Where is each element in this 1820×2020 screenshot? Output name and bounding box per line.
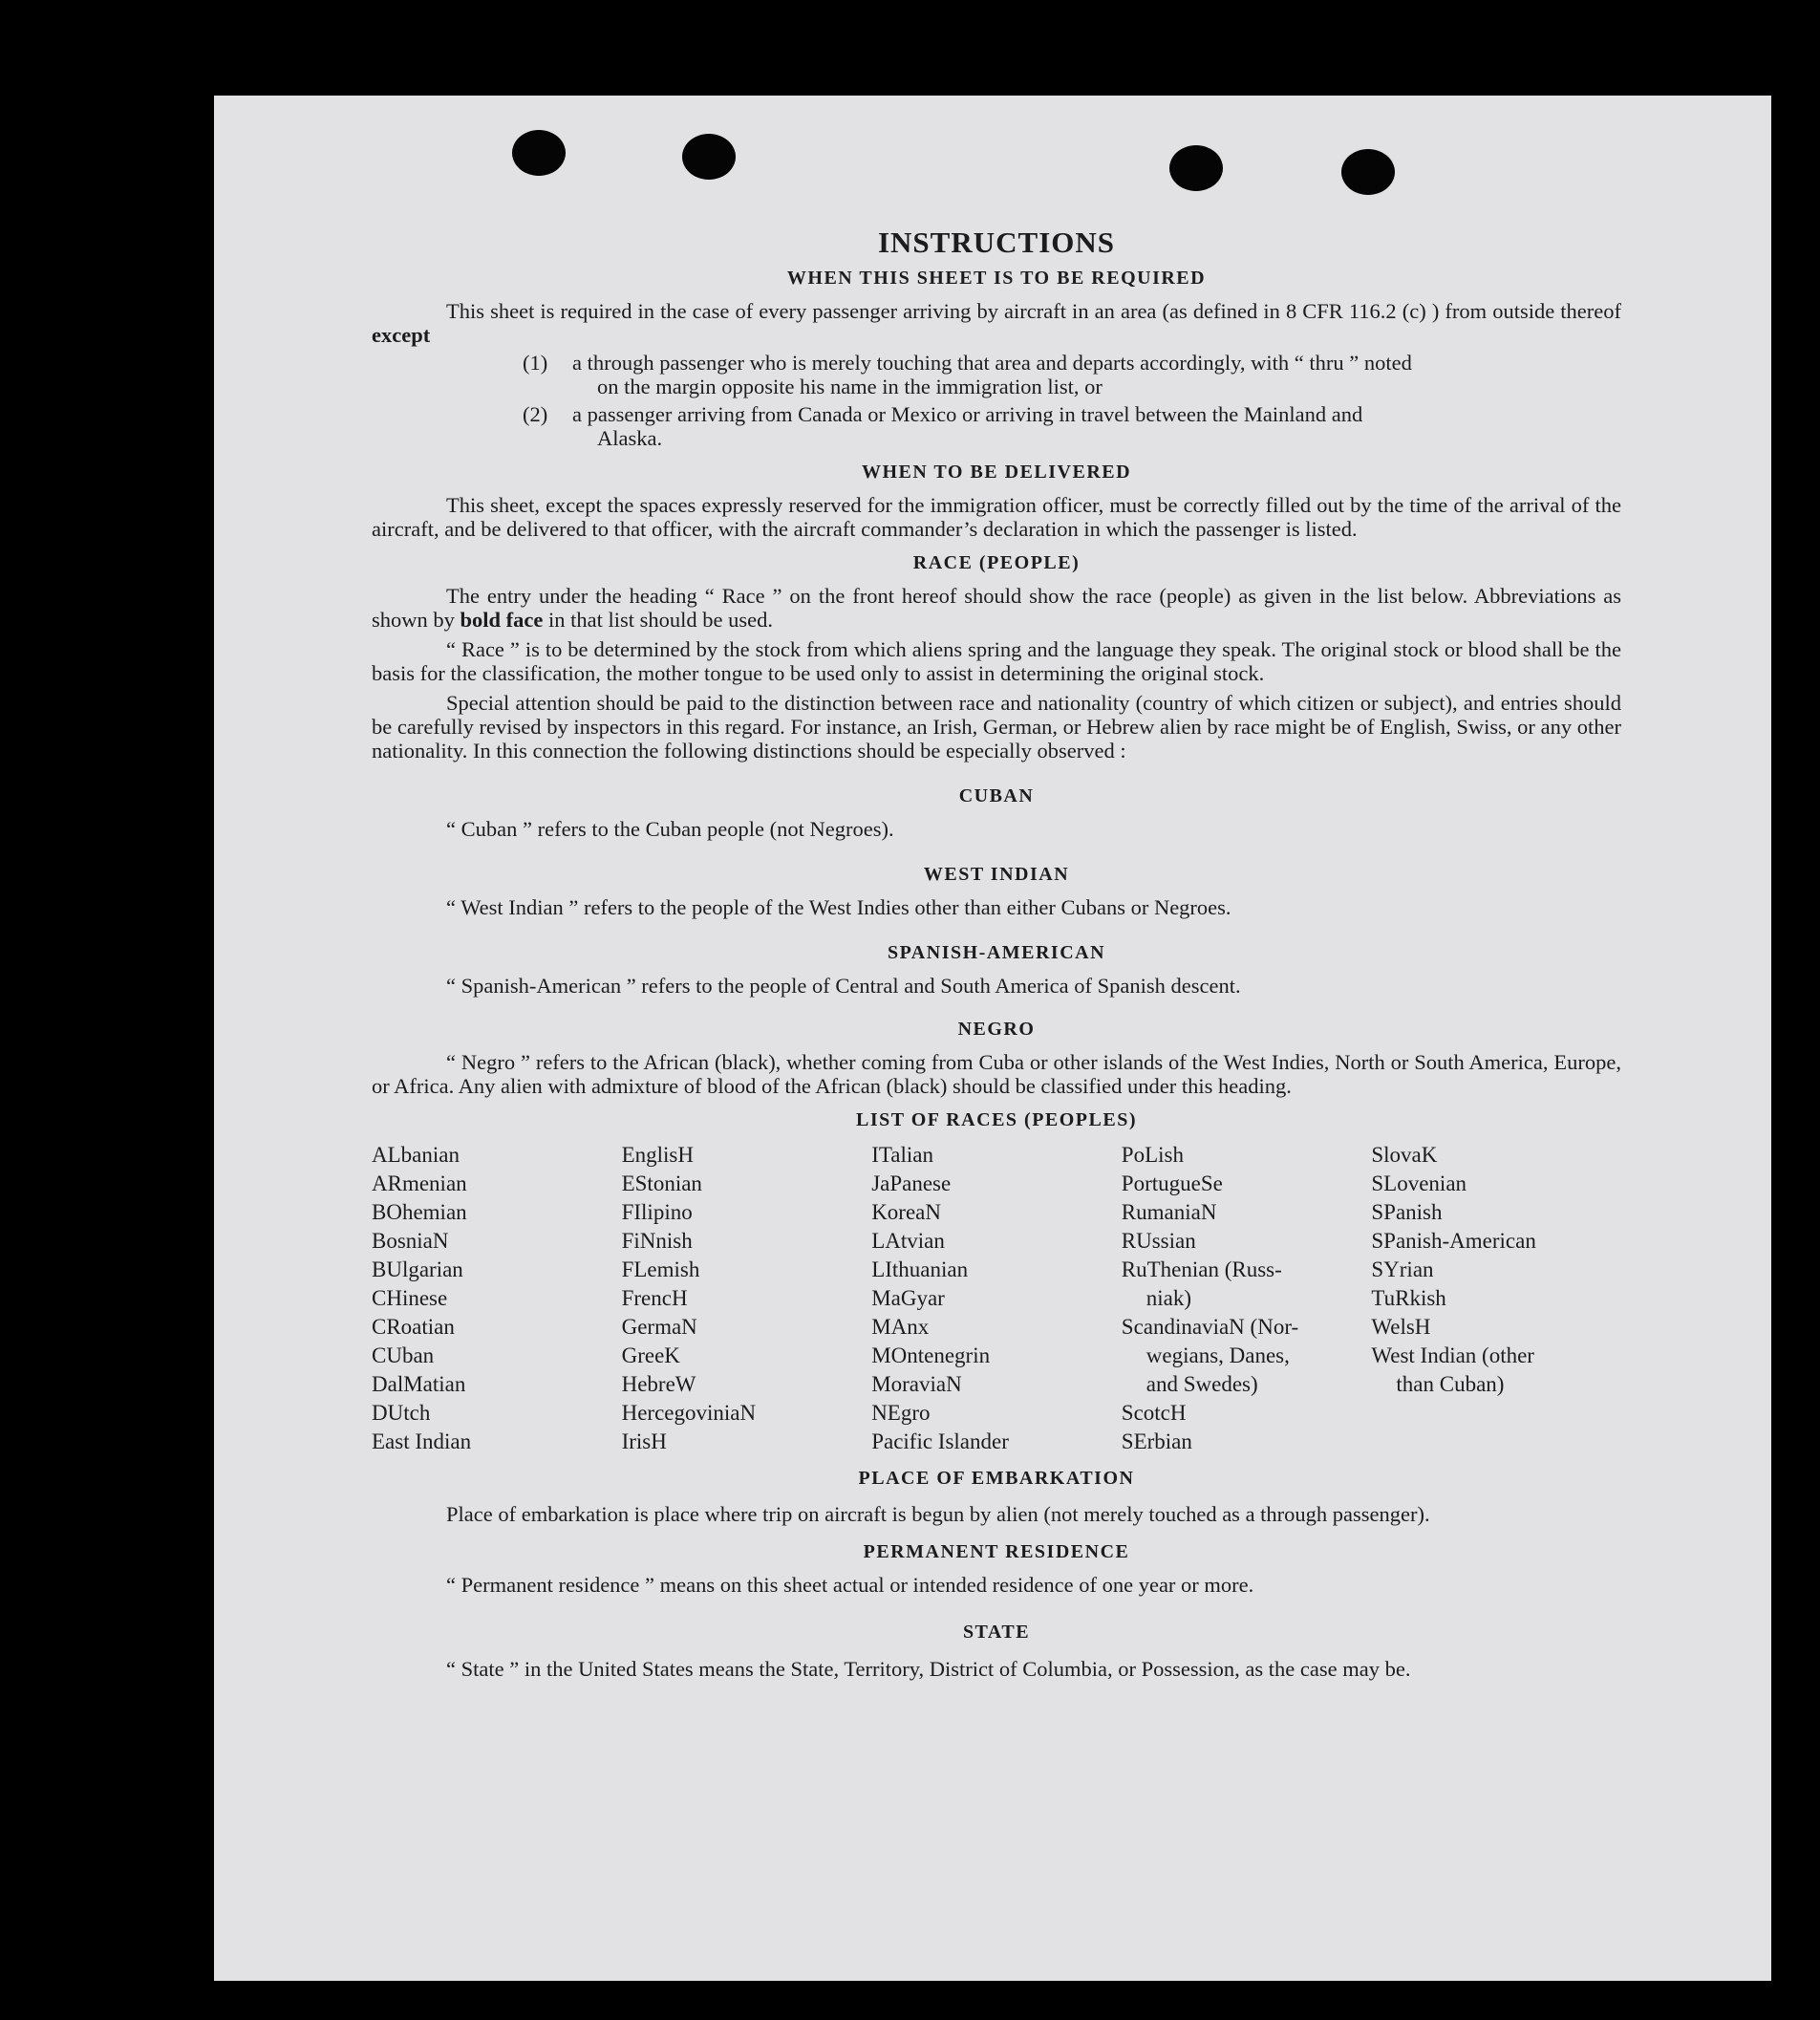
- heading-cuban: CUBAN: [958, 785, 1035, 806]
- heading-residence: PERMANENT RESIDENCE: [863, 1541, 1130, 1562]
- race-entry: than Cuban): [1396, 1372, 1505, 1396]
- race-entry: MAnx: [871, 1315, 930, 1339]
- race-entry: MOntenegrin: [871, 1343, 991, 1367]
- race-entry: FiNnish: [621, 1229, 693, 1253]
- race-entry: BUlgarian: [372, 1257, 463, 1281]
- race-column-5: [1371, 1141, 1621, 1456]
- race-entry: DUtch: [372, 1401, 431, 1425]
- required-intro: This sheet is required in the case of every passenger arriving by aircraft in an area (as defined in 8 CFR 116.2 (c) ) from outside thereof except: [372, 299, 1621, 347]
- race-entry: EStonian: [621, 1171, 702, 1195]
- race-entry: RumaniaN: [1121, 1200, 1217, 1224]
- race-column-4: [1122, 1141, 1372, 1456]
- punch-hole: [1341, 149, 1395, 195]
- race-entry: TuRkish: [1371, 1286, 1446, 1310]
- race-entry: LAtvian: [871, 1229, 945, 1253]
- race-entry: SPanish-American: [1371, 1229, 1536, 1253]
- race-entry: LIthuanian: [871, 1257, 969, 1281]
- race-entry: West Indian (other: [1371, 1343, 1534, 1367]
- race-list: [372, 1141, 1621, 1456]
- punch-hole: [682, 134, 736, 180]
- race-column-3: [871, 1141, 1122, 1456]
- race-entry: ITalian: [871, 1143, 933, 1167]
- race-entry: PoLish: [1121, 1143, 1184, 1167]
- race-entry: GreeK: [621, 1343, 680, 1367]
- race-entry: HercegoviniaN: [621, 1401, 757, 1425]
- race-entry: FrencH: [621, 1286, 688, 1310]
- west-indian-definition: “ West Indian ” refers to the people of the West Indies other than either Cubans or Negroes.: [446, 895, 1231, 919]
- race-entry: MaGyar: [871, 1286, 945, 1310]
- race-entry: WelsH: [1371, 1315, 1431, 1339]
- race-entry: wegians, Danes,: [1146, 1343, 1290, 1367]
- heading-list-of-races: LIST OF RACES (PEOPLES): [855, 1109, 1137, 1130]
- page-title: INSTRUCTIONS: [877, 226, 1115, 259]
- negro-definition: “ Negro ” refers to the African (black), whether coming from Cuba or other islands of the West Indies, North or South America, Europe, or Africa. Any alien with admixture of blood of the African (black) should be classified under this heading.: [372, 1050, 1621, 1098]
- race-entry: SLovenian: [1371, 1171, 1467, 1195]
- race-entry: IrisH: [621, 1429, 667, 1453]
- punch-hole: [1169, 145, 1223, 191]
- race-paragraph-3: Special attention should be paid to the distinction between race and nationality (country of which citizen or subject), and entries should be carefully revised by inspectors in this regard. For instance, an Irish, German, or Hebrew alien by race might be of English, Swiss, or any other nationality. In this connection the following distinctions should be especially observed :: [372, 691, 1621, 763]
- race-entry: PortugueSe: [1121, 1171, 1223, 1195]
- race-entry: East Indian: [372, 1429, 472, 1453]
- race-entry: and Swedes): [1146, 1372, 1258, 1396]
- embarkation-definition: Place of embarkation is place where trip on aircraft is begun by alien (not merely touched as a through passenger).: [446, 1502, 1430, 1526]
- heading-negro: NEGRO: [957, 1019, 1036, 1040]
- race-paragraph-1: The entry under the heading “ Race ” on the front hereof should show the race (people) as given in the list below. Abbreviations as shown by bold face in that list should be used.: [372, 584, 1621, 632]
- race-entry: CUban: [372, 1343, 435, 1367]
- race-entry: CRoatian: [372, 1315, 455, 1339]
- spanish-american-definition: “ Spanish-American ” refers to the people of Central and South America of Spanish descent.: [446, 974, 1241, 998]
- race-entry: ScandinaviaN (Nor-: [1121, 1315, 1299, 1339]
- race-entry: FLemish: [621, 1257, 700, 1281]
- race-entry: RUssian: [1121, 1229, 1196, 1253]
- race-entry: BosniaN: [372, 1229, 449, 1253]
- race-entry: HebreW: [621, 1372, 696, 1396]
- state-definition: “ State ” in the United States means the State, Territory, District of Columbia, or Possession, as the case may be.: [446, 1657, 1411, 1681]
- heading-race: RACE (PEOPLE): [912, 552, 1081, 573]
- race-entry: GermaN: [621, 1315, 697, 1339]
- race-entry: ALbanian: [372, 1143, 460, 1167]
- exception-item-1: (1) a through passenger who is merely touching that area and departs accordingly, with “ thru ” noted on the margin opposite his name in the immigration list, or: [523, 351, 1412, 398]
- race-entry: niak): [1146, 1286, 1192, 1310]
- instructions-content: [372, 226, 1621, 1685]
- heading-spanish-american: SPANISH-AMERICAN: [887, 942, 1106, 963]
- exception-item-2: (2) a passenger arriving from Canada or Mexico or arriving in travel between the Mainland and Alaska.: [523, 402, 1363, 450]
- race-entry: FIlipino: [621, 1200, 693, 1224]
- race-entry: MoraviaN: [871, 1372, 962, 1396]
- punch-hole: [512, 130, 566, 176]
- race-entry: ARmenian: [372, 1171, 467, 1195]
- race-entry: NEgro: [871, 1401, 931, 1425]
- race-entry: EnglisH: [621, 1143, 694, 1167]
- race-entry: SYrian: [1371, 1257, 1434, 1281]
- race-entry: SlovaK: [1371, 1143, 1438, 1167]
- race-paragraph-2: “ Race ” is to be determined by the stock from which aliens spring and the language they speak. The original stock or blood shall be the basis for the classification, the mother tongue to be used only to assist in determining the original stock.: [372, 637, 1621, 685]
- race-entry: RuThenian (Russ-: [1121, 1257, 1282, 1281]
- heading-delivered: WHEN TO BE DELIVERED: [861, 462, 1132, 483]
- race-entry: KoreaN: [871, 1200, 941, 1224]
- race-entry: BOhemian: [372, 1200, 467, 1224]
- race-entry: JaPanese: [871, 1171, 952, 1195]
- heading-state: STATE: [962, 1622, 1031, 1643]
- race-entry: SPanish: [1371, 1200, 1443, 1224]
- race-entry: CHinese: [372, 1286, 448, 1310]
- race-entry: DalMatian: [372, 1372, 466, 1396]
- heading-embarkation: PLACE OF EMBARKATION: [858, 1468, 1135, 1489]
- race-entry: SErbian: [1121, 1429, 1192, 1453]
- residence-definition: “ Permanent residence ” means on this sheet actual or intended residence of one year or more.: [446, 1573, 1254, 1597]
- heading-west-indian: WEST INDIAN: [923, 864, 1070, 885]
- document-sheet: [214, 96, 1771, 1981]
- heading-required: WHEN THIS SHEET IS TO BE REQUIRED: [786, 268, 1207, 289]
- delivered-text: This sheet, except the spaces expressly reserved for the immigration officer, must be correctly filled out by the time of the arrival of the aircraft, and be delivered to that officer, with the aircraft commander’s declaration in which the passenger is listed.: [372, 493, 1621, 541]
- race-column-1: [372, 1141, 622, 1456]
- cuban-definition: “ Cuban ” refers to the Cuban people (not Negroes).: [446, 817, 894, 841]
- race-entry: ScotcH: [1121, 1401, 1187, 1425]
- race-entry: Pacific Islander: [871, 1429, 1009, 1453]
- race-column-2: [622, 1141, 872, 1456]
